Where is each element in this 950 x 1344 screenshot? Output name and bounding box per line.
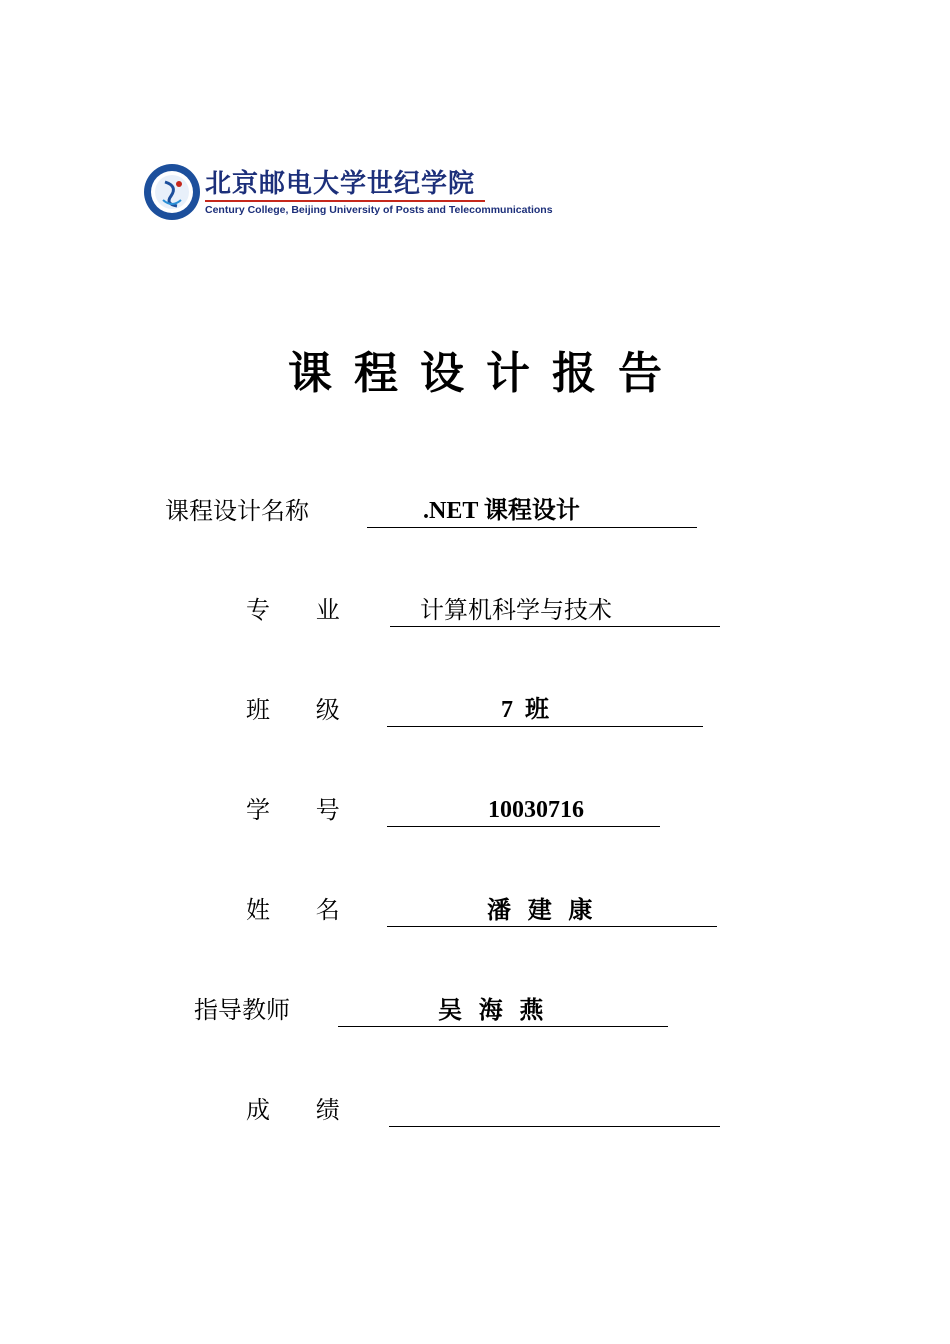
field-value <box>387 792 660 827</box>
field-value <box>387 692 703 727</box>
field-student-id <box>246 792 726 836</box>
field-major <box>246 592 726 636</box>
field-label: 专 业 <box>246 596 340 624</box>
field-value <box>390 592 720 627</box>
college-logo <box>143 160 553 226</box>
field-label: 成 绩 <box>246 1096 340 1124</box>
college-name-en: Century College, Beijing University of Posts and Telecommunications <box>205 204 553 216</box>
field-label: 班 级 <box>246 696 340 724</box>
field-name <box>246 892 726 936</box>
course-name-value: .NET 课程设计 <box>423 498 580 524</box>
field-grade <box>246 1092 726 1136</box>
advisor-value: 吴 海 燕 <box>438 996 544 1024</box>
field-value <box>389 1092 720 1127</box>
field-advisor <box>194 992 674 1036</box>
field-value <box>387 892 717 927</box>
major-value: 计算机科学与技术 <box>420 596 612 624</box>
class-value: 7 班 <box>501 697 549 723</box>
student-name-value: 潘 建 康 <box>487 896 593 924</box>
college-emblem-icon <box>143 160 201 222</box>
field-label: 姓 名 <box>246 896 340 924</box>
college-name-cn: 北京邮电大学世纪学院 <box>205 169 476 199</box>
field-label: 课程设计名称 <box>165 497 309 525</box>
field-label: 学 号 <box>246 796 340 824</box>
student-id-value: 10030716 <box>488 797 584 823</box>
field-label: 指导教师 <box>194 996 290 1024</box>
field-value <box>367 493 697 528</box>
field-class <box>246 692 726 736</box>
field-course-name <box>165 493 725 537</box>
report-title: 课程设计报告 <box>288 348 684 399</box>
logo-divider <box>205 200 485 202</box>
field-value <box>338 992 668 1027</box>
